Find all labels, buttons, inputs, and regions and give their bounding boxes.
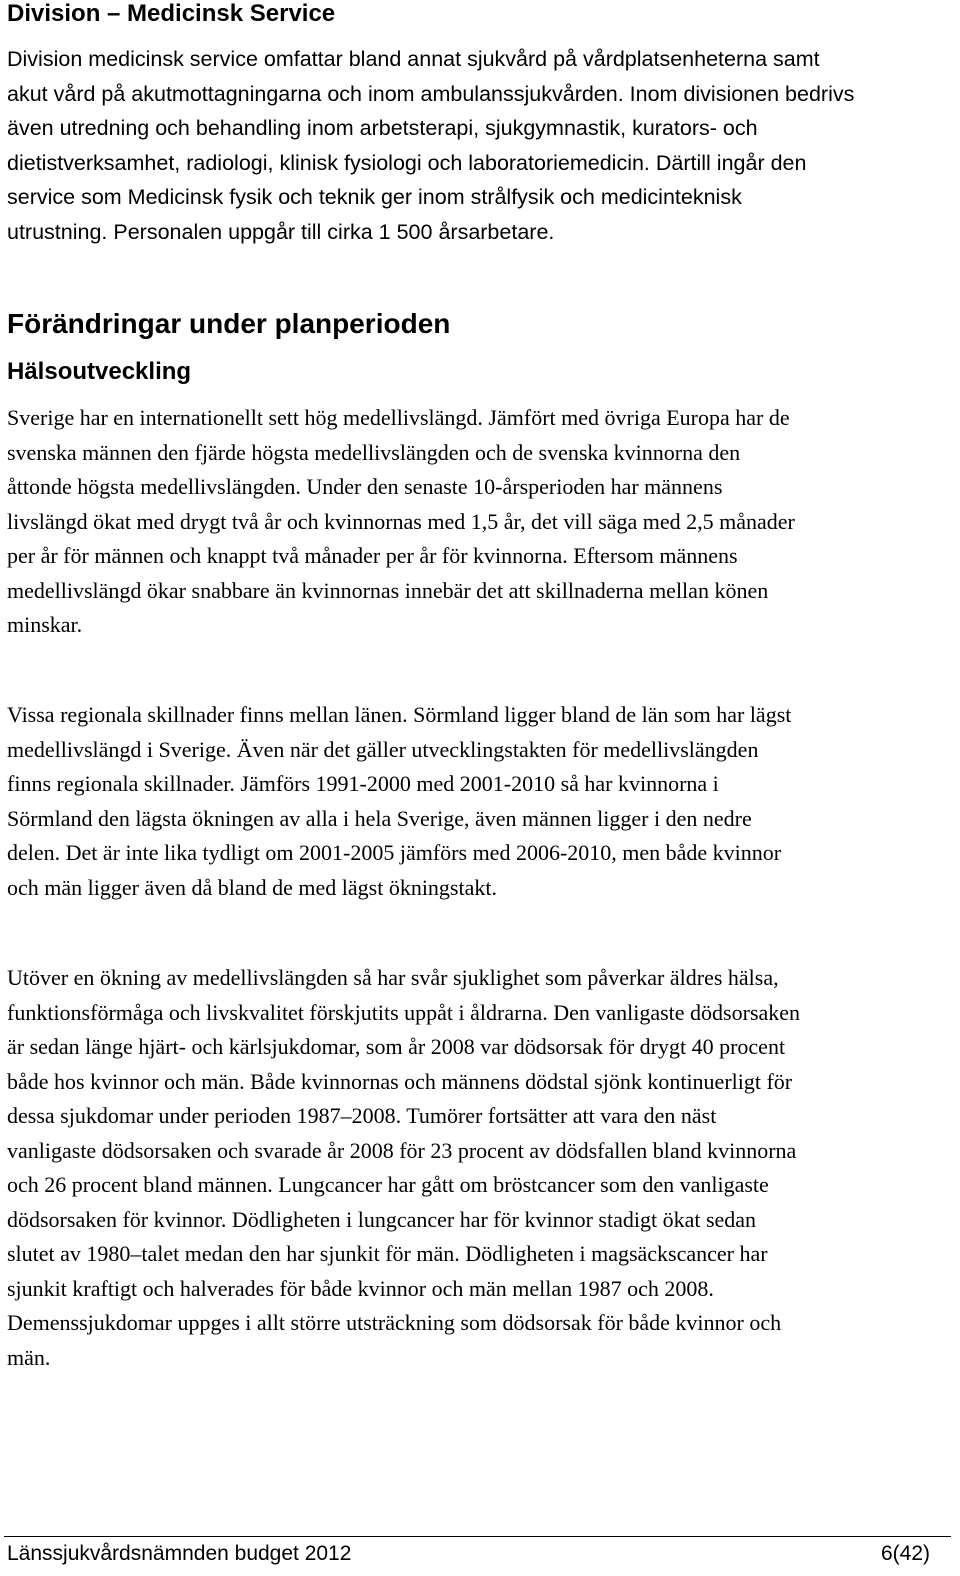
paragraph-line: Demenssjukdomar uppges i allt större utsträckning som dödsorsak för både kvinnor och [7, 1310, 782, 1335]
paragraph-line: per år för männen och knappt två månader per år för kvinnorna. Eftersom männens [7, 543, 738, 568]
paragraph-line: delen. Det är inte lika tydligt om 2001-2005 jämförs med 2006-2010, men både kvinnor [7, 840, 782, 865]
paragraph-line: åttonde högsta medellivslängden. Under den senaste 10-årsperioden har männens [7, 474, 723, 499]
paragraph-line: även utredning och behandling inom arbetsterapi, sjukgymnastik, kurators- och [7, 116, 758, 140]
paragraph-line: dietistverksamhet, radiologi, klinisk fysiologi och laboratoriemedicin. Därtill ingår den [7, 150, 807, 175]
paragraph-line: akut vård på akutmottagningarna och inom ambulanssjukvården. Inom divisionen bedrivs [7, 81, 855, 106]
paragraph-line: svenska männen den fjärde högsta medellivslängden och de svenska kvinnorna den [7, 439, 741, 465]
paragraph-line: utrustning. Personalen uppgår till cirka 1 500 årsarbetare. [7, 219, 555, 244]
paragraph-line: medellivslängd ökar snabbare än kvinnornas innebär det att skillnaderna mellan könen [7, 577, 769, 603]
paragraph-line: minskar. [7, 612, 83, 637]
paragraph-line: och 26 procent bland männen. Lungcancer har gått om bröstcancer som den vanligaste [7, 1172, 769, 1197]
paragraph-line: Division medicinsk service omfattar bland annat sjukvård på vårdplatsenheterna samt [7, 47, 820, 71]
section-title: Division – Medicinsk Service [7, 0, 336, 27]
paragraph-regional [7, 698, 957, 905]
paragraph-line: Sörmland den lägsta ökningen av alla i hela Sverige, även männen ligger i den nedre [7, 805, 752, 831]
paragraph-line: finns regionala skillnader. Jämförs 1991-2000 med 2001-2010 så har kvinnorna i [7, 771, 719, 796]
paragraph-causes-of-death [7, 961, 957, 1375]
paragraph-life-expectancy [7, 401, 957, 643]
paragraph-line: slutet av 1980–talet medan den har sjunkit för män. Dödligheten i magsäckscancer har [7, 1241, 768, 1266]
paragraph-line: sjunkit kraftigt och halverades för både kvinnor och män mellan 1987 och 2008. [7, 1275, 714, 1301]
subheading-health: Hälsoutveckling [7, 358, 192, 385]
paragraph-line: och män ligger även då bland de med lägst ökningstakt. [7, 874, 497, 900]
footer-divider [4, 1536, 951, 1537]
paragraph-line: medellivslängd i Sverige. Även när det gäller utvecklingstakten för medellivslängden [7, 736, 759, 762]
paragraph-line: både hos kvinnor och män. Både kvinnornas och männens dödstal sjönk kontinuerligt för [7, 1068, 793, 1094]
paragraph-line: Sverige har en internationellt sett hög medellivslängd. Jämfört med övriga Europa har de [7, 405, 790, 430]
paragraph-line: livslängd ökat med drygt två år och kvinnornas med 1,5 år, det vill säga med 2,5 månader [7, 508, 795, 534]
footer-page-number: 6(42) [880, 1542, 930, 1565]
paragraph-line: vanligaste dödsorsaken och svarade år 2008 för 23 procent av dödsfallen bland kvinnorna [7, 1137, 797, 1163]
paragraph-line: Vissa regionala skillnader finns mellan länen. Sörmland ligger bland de län som har lägst [7, 702, 792, 727]
paragraph-line: funktionsförmåga och livskvalitet förskjutits uppåt i åldrarna. Den vanligaste dödsorsaken [7, 999, 801, 1025]
paragraph-line: män. [7, 1344, 51, 1370]
heading-changes: Förändringar under planperioden [7, 308, 451, 339]
paragraph-line: är sedan länge hjärt- och kärlsjukdomar, som år 2008 var dödsorsak för drygt 40 procent [7, 1034, 786, 1059]
paragraph-line: Utöver en ökning av medellivslängden så har svår sjuklighet som påverkar äldres hälsa, [7, 965, 779, 990]
paragraph-line: dödsorsaken för kvinnor. Dödligheten i lungcancer har för kvinnor stadigt ökat sedan [7, 1206, 757, 1232]
intro-paragraph [7, 42, 957, 249]
paragraph-line: service som Medicinsk fysik och teknik ger inom strålfysik och medicinteknisk [7, 185, 742, 209]
footer-document-name: Länssjukvårdsnämnden budget 2012 [7, 1542, 352, 1565]
paragraph-line: dessa sjukdomar under perioden 1987–2008. Tumörer fortsätter att vara den näst [7, 1103, 717, 1128]
